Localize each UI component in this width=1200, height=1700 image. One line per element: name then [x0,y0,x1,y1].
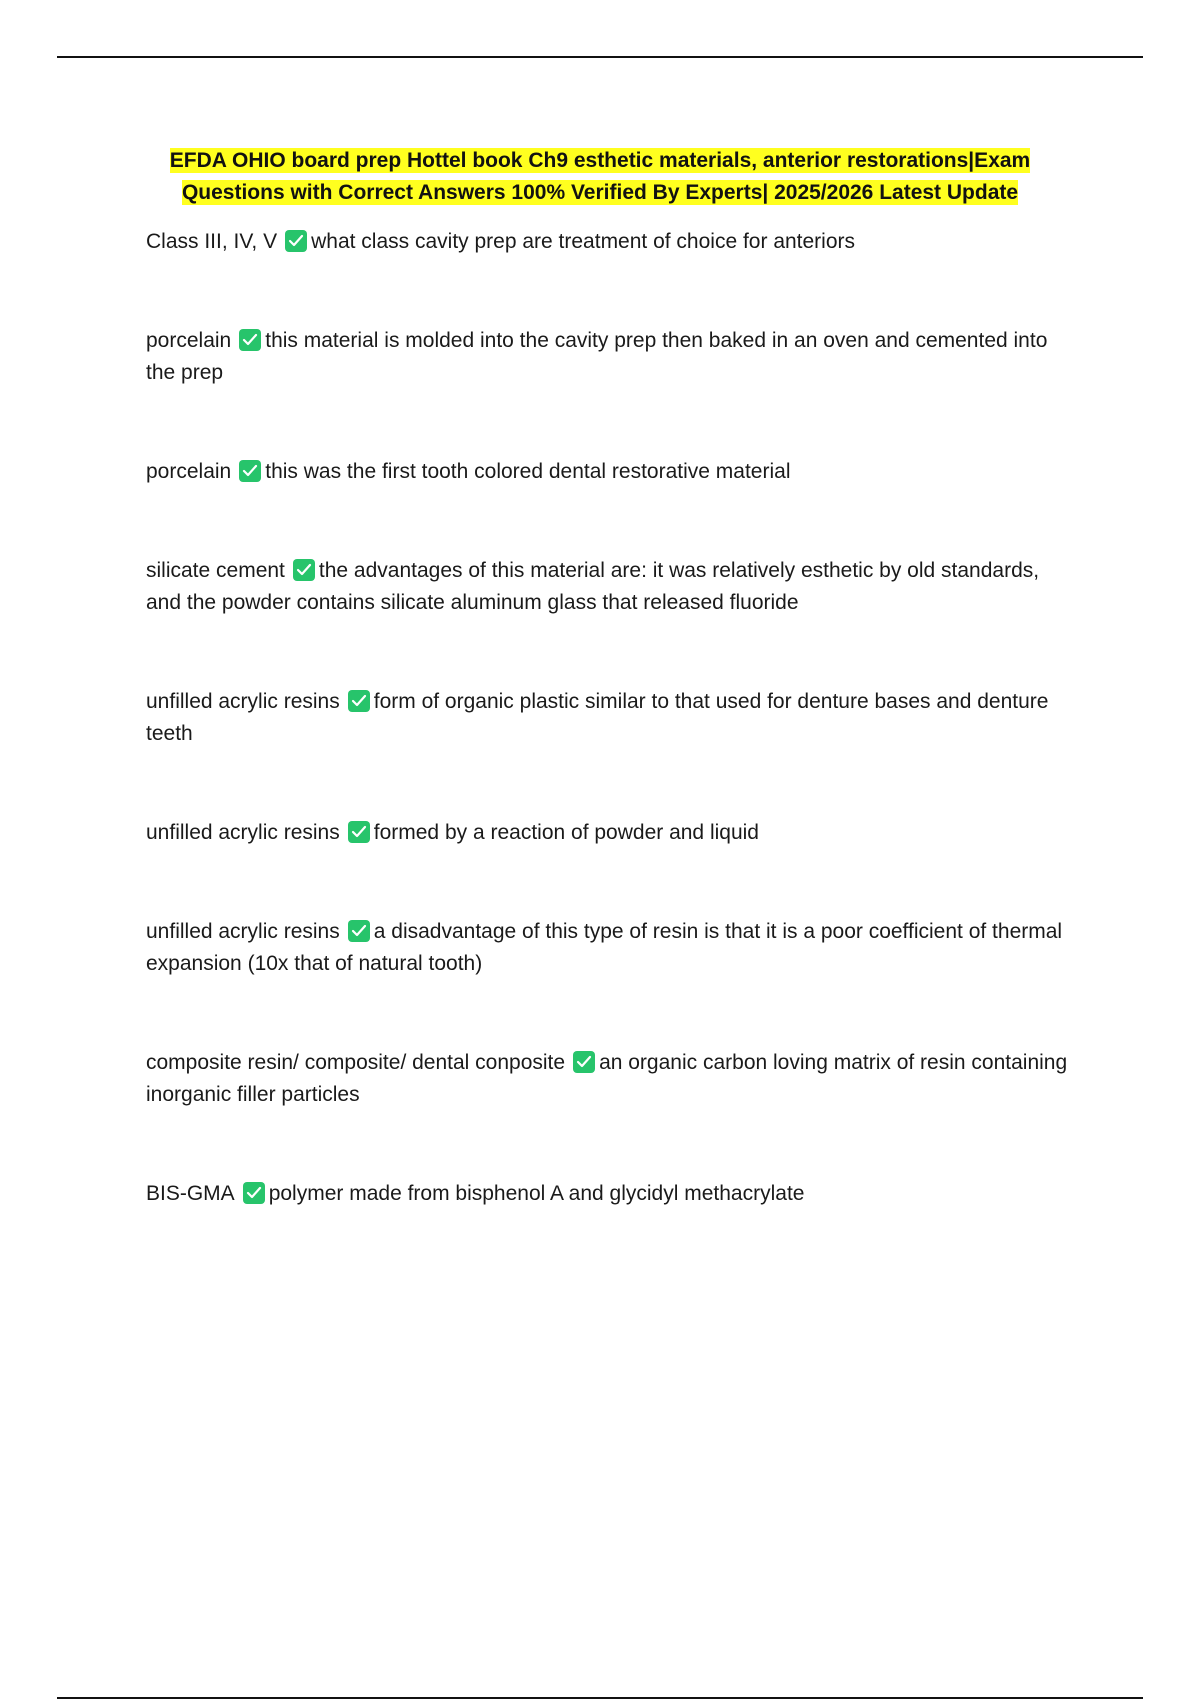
checkmark-icon [348,821,370,843]
list-item [146,325,1076,389]
definition: the advantages of this material are: it was relatively esthetic by old standards, and the powder contains silicate aluminum glass that released fluoride [146,559,1040,614]
term: composite resin/ composite/ dental conposite [146,1051,566,1074]
checkmark-icon [285,230,307,252]
list-item [146,555,1076,619]
list-item [146,817,1076,849]
checkmark-icon [293,559,315,581]
definition: what class cavity prep are treatment of choice for anteriors [311,230,856,253]
qa-list [146,226,1076,1277]
definition: formed by a reaction of powder and liquid [373,821,759,844]
term: unfilled acrylic resins [146,920,340,943]
checkmark-icon [348,690,370,712]
title-line-1: EFDA OHIO board prep Hottel book Ch9 esthetic materials, anterior restorations|Exam [169,149,1031,172]
top-rule [57,56,1143,58]
list-item [146,456,1076,488]
list-item [146,1047,1076,1111]
list-item [146,1178,1076,1210]
definition: form of organic plastic similar to that used for denture bases and denture teeth [146,690,1049,745]
checkmark-icon [239,460,261,482]
term: silicate cement [146,559,285,582]
checkmark-icon [239,329,261,351]
list-item [146,686,1076,750]
checkmark-icon [573,1051,595,1073]
term: Class III, IV, V [146,230,278,253]
term: unfilled acrylic resins [146,690,340,713]
definition: polymer made from bisphenol A and glycidyl methacrylate [268,1182,805,1205]
checkmark-icon [243,1182,265,1204]
document-title [150,145,1050,209]
term: porcelain [146,329,232,352]
list-item [146,916,1076,980]
title-line-2: Questions with Correct Answers 100% Verified By Experts| 2025/2026 Latest Update [181,181,1019,204]
term: unfilled acrylic resins [146,821,340,844]
definition: an organic carbon loving matrix of resin containing inorganic filler particles [146,1051,1068,1106]
definition: this material is molded into the cavity prep then baked in an oven and cemented into the prep [146,329,1048,384]
definition: a disadvantage of this type of resin is that it is a poor coefficient of thermal expansion (10x that of natural tooth) [146,920,1063,975]
definition: this was the first tooth colored dental restorative material [265,460,791,483]
bottom-rule [57,1697,1143,1699]
checkmark-icon [348,920,370,942]
term: porcelain [146,460,232,483]
term: BIS-GMA [146,1182,235,1205]
list-item [146,226,1076,258]
